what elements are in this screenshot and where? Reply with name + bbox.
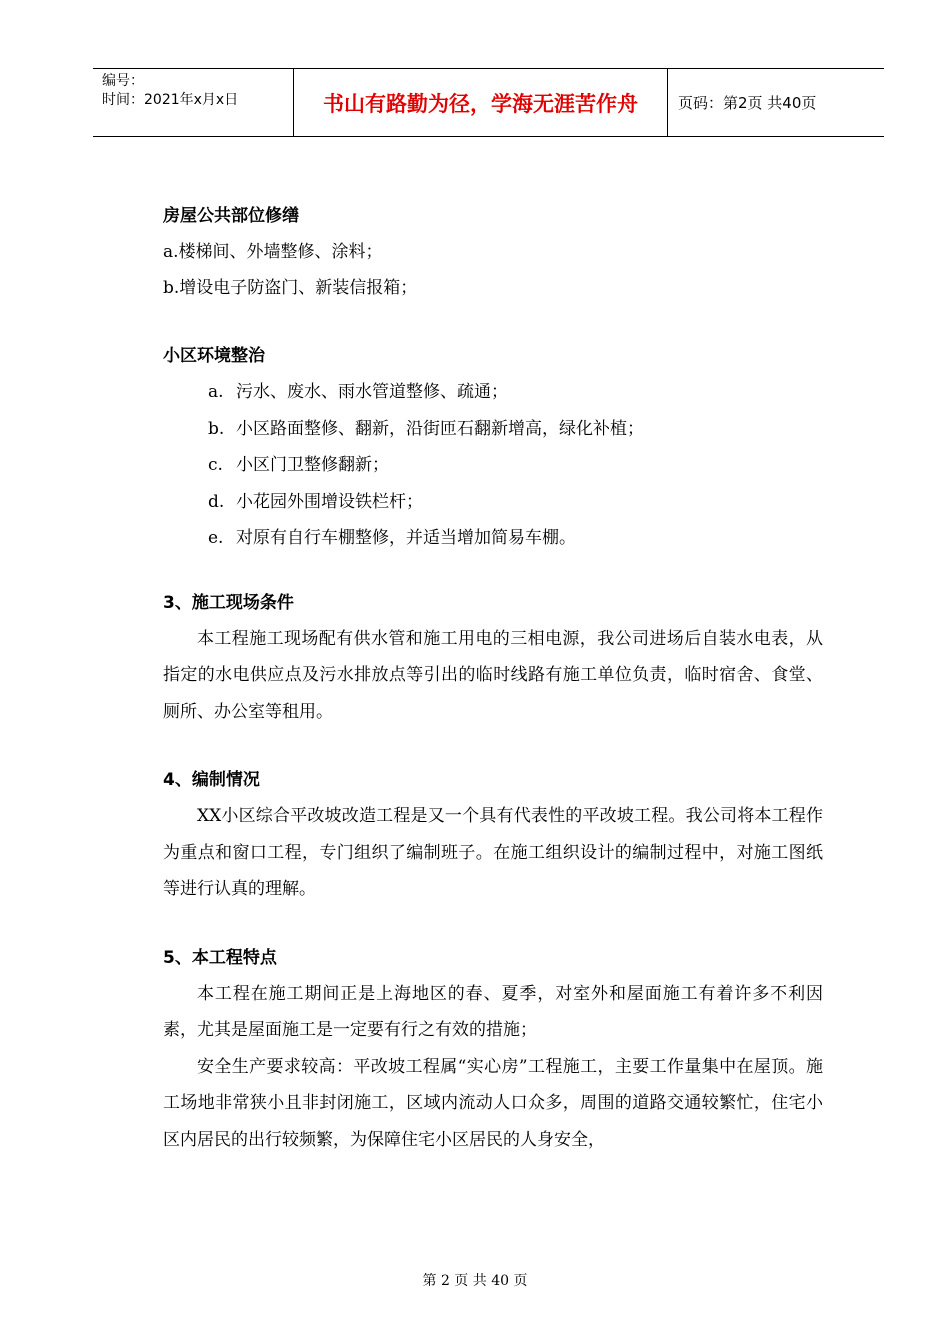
paragraph: 本工程施工现场配有供水管和施工用电的三相电源，我公司进场后自装水电表，从指定的水电供应点及污水排放点等引出的临时线路有施工单位负责，临时宿舍、食堂、厕所、办公室等租用。 xyxy=(163,628,823,722)
section-title: 小区环境整治 xyxy=(163,346,265,366)
header-page-label: 页码：第2页 共40页 xyxy=(678,94,817,112)
section-title: 3、施工现场条件 xyxy=(163,592,294,613)
page-header xyxy=(93,68,884,137)
list-marker: b. xyxy=(208,418,225,439)
list-item xyxy=(163,411,823,448)
list-item xyxy=(163,520,823,557)
list-text: 小花园外围增设铁栏杆； xyxy=(236,491,423,512)
section-title: 4、编制情况 xyxy=(163,770,260,790)
section-title: 5、本工程特点 xyxy=(163,947,277,968)
section-public-repair xyxy=(163,198,823,306)
list-marker: a. xyxy=(208,382,224,402)
section-environment xyxy=(163,338,823,557)
list-text: 小区路面整修、翻新，沿街匝石翻新增高，绿化补植； xyxy=(236,418,644,439)
page-footer: 第 2 页 共 40 页 xyxy=(422,1273,528,1289)
list-text: 小区门卫整修翻新； xyxy=(236,455,389,475)
list-text: 对原有自行车棚整修，并适当增加简易车棚。 xyxy=(236,528,576,548)
document-body xyxy=(163,198,823,1182)
section-compile xyxy=(163,762,823,908)
section-title: 房屋公共部位修缮 xyxy=(163,206,299,226)
section-site-conditions xyxy=(163,585,823,731)
list-item xyxy=(163,374,823,411)
list-marker: e. xyxy=(208,528,224,548)
paragraph: 本工程在施工期间正是上海地区的春、夏季，对室外和屋面施工有着许多不利因素，尤其是屋面施工是一定要有行之有效的措施； xyxy=(163,983,823,1040)
list-marker: d. xyxy=(208,491,225,512)
paragraph: 安全生产要求较高：平改坡工程属“实心房”工程施工，主要工作量集中在屋顶。施工场地非常狭小且非封闭施工，区域内流动人口众多，周围的道路交通较繁忙，住宅小区内居民的出行较频繁，为保障住宅小区居民的人身安全， xyxy=(163,1056,823,1150)
time-label: 时间：2021年x月x日 xyxy=(102,92,239,108)
header-meta xyxy=(93,69,294,136)
code-label: 编号： xyxy=(102,73,144,89)
list-item xyxy=(163,484,823,521)
list-item xyxy=(163,447,823,484)
list-marker: c. xyxy=(208,455,223,475)
list-item: a.楼梯间、外墙整修、涂料； xyxy=(163,242,383,262)
header-motto: 书山有路勤为径，学海无涯苦作舟 xyxy=(294,69,668,136)
section-features xyxy=(163,940,823,1159)
list-item: b.增设电子防盗门、新装信报箱； xyxy=(163,278,418,298)
list-text: 污水、废水、雨水管道整修、疏通； xyxy=(236,382,508,402)
paragraph: XX小区综合平改坡改造工程是又一个具有代表性的平改坡工程。我公司将本工程作为重点和窗口工程，专门组织了编制班子。在施工组织设计的编制过程中，对施工图纸等进行认真的理解。 xyxy=(163,806,823,899)
